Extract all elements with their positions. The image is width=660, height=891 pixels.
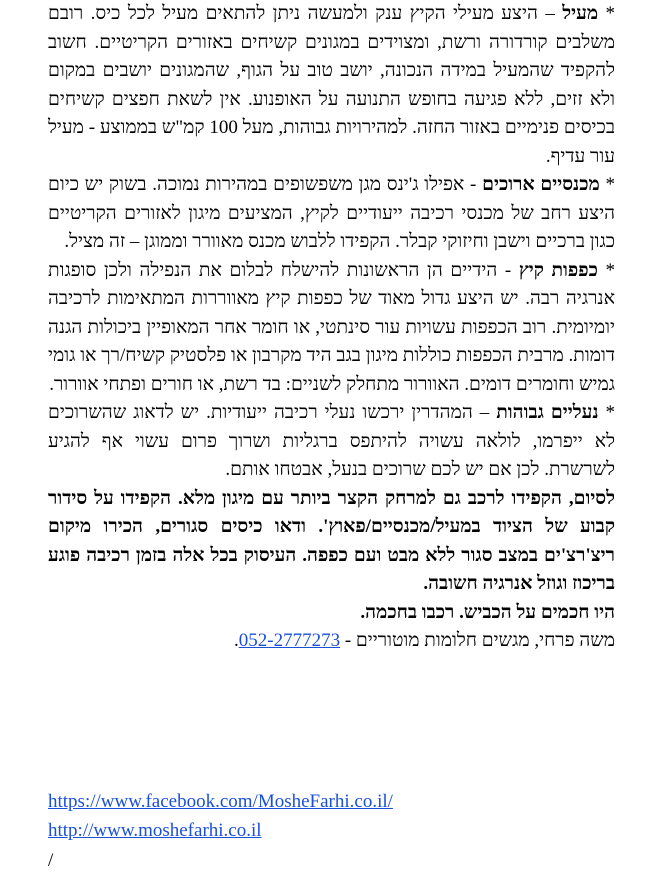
facebook-link[interactable]: https://www.facebook.com/MosheFarhi.co.il/ xyxy=(48,791,393,812)
tip-boots: * נעליים גבוהות – המהדרין ירכשו נעלי רכיבה ייעודיות. יש לדאוג שהשרוכים לא ייפרמו, לולאה עשויה להיתפס ברגליות ושרוך פרום עשוי אף להגיע לשרשרת. לכן אם יש לכם שרוכים בנעל, אבטחו אותם. xyxy=(48,402,615,480)
signature-trail: . xyxy=(234,630,239,651)
tip-text: אפילו ג'ינס מגן משפשופים במהירות נמוכה. בשוק יש כיום היצע רחב של מכנסי רכיבה ייעודיים לקיץ, המציעים מיגון לאזורים הקריטיים כגון ברכיים וישבן וחיזוקי קבלר. הקפידו ללבוש מכנס מאוורר וממוגן – זה מציל. xyxy=(48,174,615,252)
tip-separator: – xyxy=(537,3,563,24)
tip-title: כפפות קיץ xyxy=(518,259,598,281)
summary-paragraph: לסיום, הקפידו לרכב גם למרחק הקצר ביותר עם מיגון מלא. הקפידו על סידור קבוע של הציוד במעיל/מכנסיים/פאוץ'. ודאו כיסים סגורים, הכירו מיקום ריצ'רצ'ים במצב סגור ללא מבט ועם כפפה. העיסוק בכל אלה בזמן רכיבה פוגע בריכוז וגוזל אנרגיה חשובה. xyxy=(48,487,615,594)
tip-gloves: * כפפות קיץ - הידיים הן הראשונות להישלח לבלום את הנפילה ולכן סופגות אנרגיה רבה. יש היצע גדול מאוד של כפפות קיץ מאווררות המתאימות לרכיבה יומיומית. רוב הכפפות עשויות עור סינתטי, או חומר אחר המאופיין ביכולות הגנה דומות. מרבית הכפפות כוללות מיגון בגב היד מקרבון או פלסטיק קשיח/רך או גומי גמיש וחומרים דומים. האוורור מתחלק לשניים: בד רשת, או חורים ופתחי אוורור. xyxy=(48,259,616,395)
tip-text: הידיים הן הראשונות להישלח לבלום את הנפילה ולכן סופגות אנרגיה רבה. יש היצע גדול מאוד של כפפות קיץ מאווררות המתאימות לרכיבה יומיומית. רוב הכפפות עשויות עור סינתטי, או חומר אחר המאופיין ביכולות הגנה דומות. מרבית הכפפות כוללות מיגון בגב היד מקרבון או פלסטיק קשיח/רך או גומי גמיש וחומרים דומים. האוורור מתחלק לשניים: בד רשת, או חורים ופתחי אוורור. xyxy=(48,259,615,395)
tip-text: היצע מעילי הקיץ ענק ולמעשה ניתן להתאים מעיל לכל כיס. רובם משלבים קורדורה ורשת, ומצוידים במגונים קשיחים באזורים הקריטיים. חשוב להקפיד שהמעיל במידה הנכונה, יושב טוב על הגוף, שהמגונים יושבים במקום ולא זזים, ללא פגיעה בחופש התנועה על האופנוע. אין לשאת חפצים קשיחים בכיסים פנימיים באזור החזה. למהירויות גבוהות, מעל 100 קמ"ש בממוצע - מעיל עור עדיף. xyxy=(48,3,615,167)
tip-title: מעיל xyxy=(562,3,599,24)
tip-separator: - xyxy=(497,259,519,281)
website-link[interactable]: http://www.moshefarhi.co.il xyxy=(48,820,262,841)
closing-line: היו חכמים על הכביש. רכבו בחכמה. xyxy=(360,601,615,623)
tip-separator: – xyxy=(472,402,497,423)
signature-line xyxy=(48,627,615,656)
tip-pants: * מכנסיים ארוכים - אפילו ג'ינס מגן משפשופים במהירות נמוכה. בשוק יש כיום היצע רחב של מכנסי רכיבה ייעודיים לקיץ, המציעים מיגון לאזורים הקריטיים כגון ברכיים וישבן וחיזוקי קבלר. הקפידו ללבוש מכנס מאוורר וממוגן – זה מציל. xyxy=(48,174,616,252)
author-name: משה פרחי, מגשים חלומות מוטוריים - xyxy=(340,630,615,651)
phone-link[interactable]: 052-2777273 xyxy=(238,630,341,651)
links-block xyxy=(48,787,393,845)
article-body xyxy=(48,0,615,656)
tip-title: מכנסיים ארוכים xyxy=(482,174,600,195)
trailing-mark: / xyxy=(48,850,54,871)
tip-text: המהדרין ירכשו נעלי רכיבה ייעודיות. יש לדאוג שהשרוכים לא ייפרמו, לולאה עשויה להיתפס ברגליות ושרוך פרום עשוי אף להגיע לשרשרת. לכן אם יש לכם שרוכים בנעל, אבטחו אותם. xyxy=(48,402,615,480)
tip-separator: - xyxy=(464,174,483,195)
tip-coat: * מעיל – היצע מעילי הקיץ ענק ולמעשה ניתן להתאים מעיל לכל כיס. רובם משלבים קורדורה ורשת, ומצוידים במגונים קשיחים באזורים הקריטיים. חשוב להקפיד שהמעיל במידה הנכונה, יושב טוב על הגוף, שהמגונים יושבים במקום ולא זזים, ללא פגיעה בחופש התנועה על האופנוע. אין לשאת חפצים קשיחים בכיסים פנימיים באזור החזה. למהירויות גבוהות, מעל 100 קמ"ש בממוצע - מעיל עור עדיף. xyxy=(48,3,616,167)
tip-title: נעליים גבוהות xyxy=(496,402,599,423)
